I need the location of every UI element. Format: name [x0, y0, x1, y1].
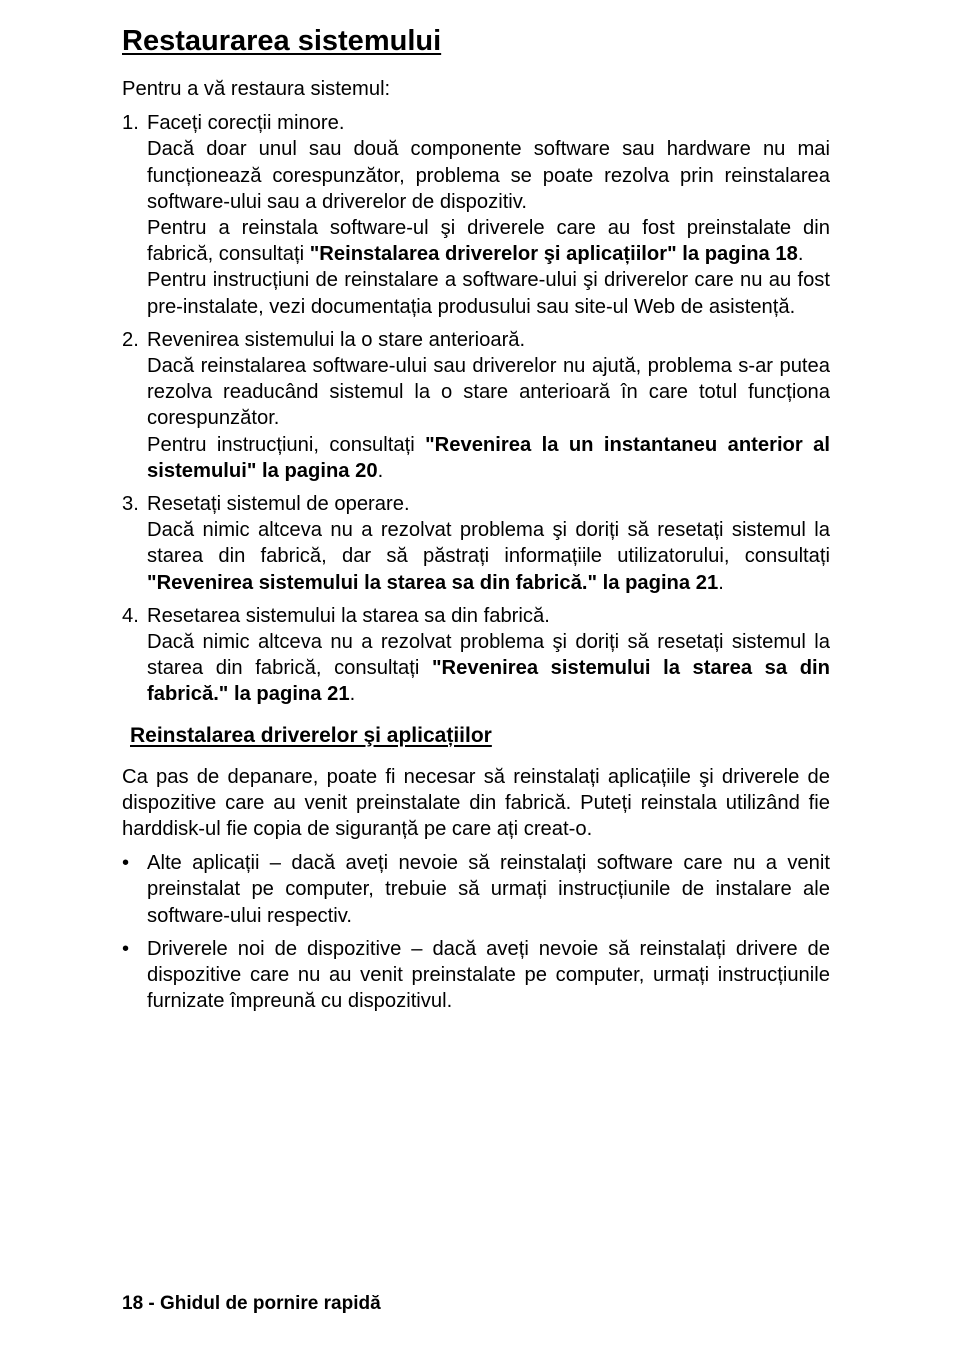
- step-paragraph: Dacă reinstalarea software-ului sau driverelor nu ajută, problema s-ar putea rezolva readucând sistemul la o stare anterioară în care totul funcționa corespunzător.: [147, 355, 830, 430]
- bullet-icon: •: [122, 852, 130, 875]
- step-text: Dacă nimic altceva nu a rezolvat problema şi doriți să resetați sistemul la starea din fabrică, dar să păstrați informațiile utilizatorului, consultați: [147, 519, 830, 568]
- step-paragraph: [147, 629, 830, 708]
- cross-reference-link[interactable]: "Revenirea sistemului la starea sa din fabrică." la pagina 21: [147, 571, 719, 594]
- bullet-item: [122, 850, 830, 929]
- step-number: 1.: [122, 112, 139, 135]
- punctuation: .: [349, 683, 356, 706]
- punctuation: .: [718, 571, 724, 594]
- step-heading: Revenirea sistemului la o stare anterioară.: [147, 328, 526, 351]
- step-paragraph: Pentru instrucțiuni de reinstalare a software-ului şi driverelor care nu au fost pre-instalate, vezi documentația produsului sau site-ul Web de asistență.: [147, 269, 830, 318]
- page-title: Restaurarea sistemului: [122, 25, 442, 57]
- step-3: [122, 491, 830, 596]
- step-text: Pentru a reinstala software-ul şi driverele care au fost preinstalate din fabrică, consultați: [147, 217, 830, 266]
- page-footer: 18 - Ghidul de pornire rapidă: [122, 1293, 381, 1314]
- section-body: Ca pas de depanare, poate fi necesar să reinstalați aplicațiile şi driverele de dispozitive care au venit preinstalate din fabrică. Puteți reinstala utilizând fie harddisk-ul fie copia de siguranță pe care ați creat-o.: [122, 765, 830, 841]
- cross-reference-link[interactable]: "Reinstalarea driverelor şi aplicațiilor" la pagina 18: [309, 243, 798, 266]
- step-text: Pentru instrucțiuni, consultați: [147, 433, 426, 456]
- step-paragraph: Dacă doar unul sau două componente software sau hardware nu mai funcționează corespunzător, problema se poate rezolva prin reinstalarea software-ului sau a driverelor de dispozitiv.: [147, 138, 830, 213]
- cross-reference-link[interactable]: "Revenirea la un instantaneu anterior al sistemului" la pagina 20: [147, 433, 830, 482]
- step-paragraph: [147, 432, 830, 484]
- restore-steps-list: [122, 110, 830, 707]
- step-heading: Resetarea sistemului la starea sa din fabrică.: [147, 604, 550, 627]
- step-4: [122, 603, 830, 708]
- section-heading: Reinstalarea driverelor şi aplicațiilor: [130, 723, 492, 747]
- step-number: 4.: [122, 604, 139, 627]
- step-1: [122, 110, 830, 320]
- step-paragraph: [147, 517, 830, 596]
- step-2: [122, 327, 830, 484]
- bullet-icon: •: [122, 937, 130, 960]
- step-number: 2.: [122, 328, 139, 351]
- step-paragraph: [147, 215, 830, 267]
- intro-text: Pentru a vă restaura sistemul:: [122, 78, 391, 100]
- punctuation: .: [797, 243, 804, 266]
- step-number: 3.: [122, 493, 139, 516]
- cross-reference-link[interactable]: "Revenirea sistemului la starea sa din fabrică." la pagina 21: [147, 657, 830, 706]
- bullet-list: [122, 850, 830, 1014]
- step-heading: Faceți corecții minore.: [147, 112, 345, 135]
- bullet-text: Alte aplicații – dacă aveți nevoie să reinstalați software care nu a venit preinstalat pe computer, trebuie să urmați instrucțiunile de instalare ale software-ului respectiv.: [147, 852, 830, 927]
- punctuation: .: [377, 459, 384, 482]
- step-heading: Resetați sistemul de operare.: [147, 493, 410, 516]
- page-content: [122, 22, 830, 1022]
- bullet-text: Driverele noi de dispozitive – dacă aveți nevoie să reinstalați drivere de dispozitive care nu au venit preinstalate pe computer, urmați instrucțiunile furnizate împreună cu dispozitivul.: [147, 937, 830, 1013]
- bullet-item: [122, 936, 830, 1015]
- step-text: Dacă nimic altceva nu a rezolvat problema şi doriți să resetați sistemul la starea din fabrică, consultați: [147, 631, 830, 680]
